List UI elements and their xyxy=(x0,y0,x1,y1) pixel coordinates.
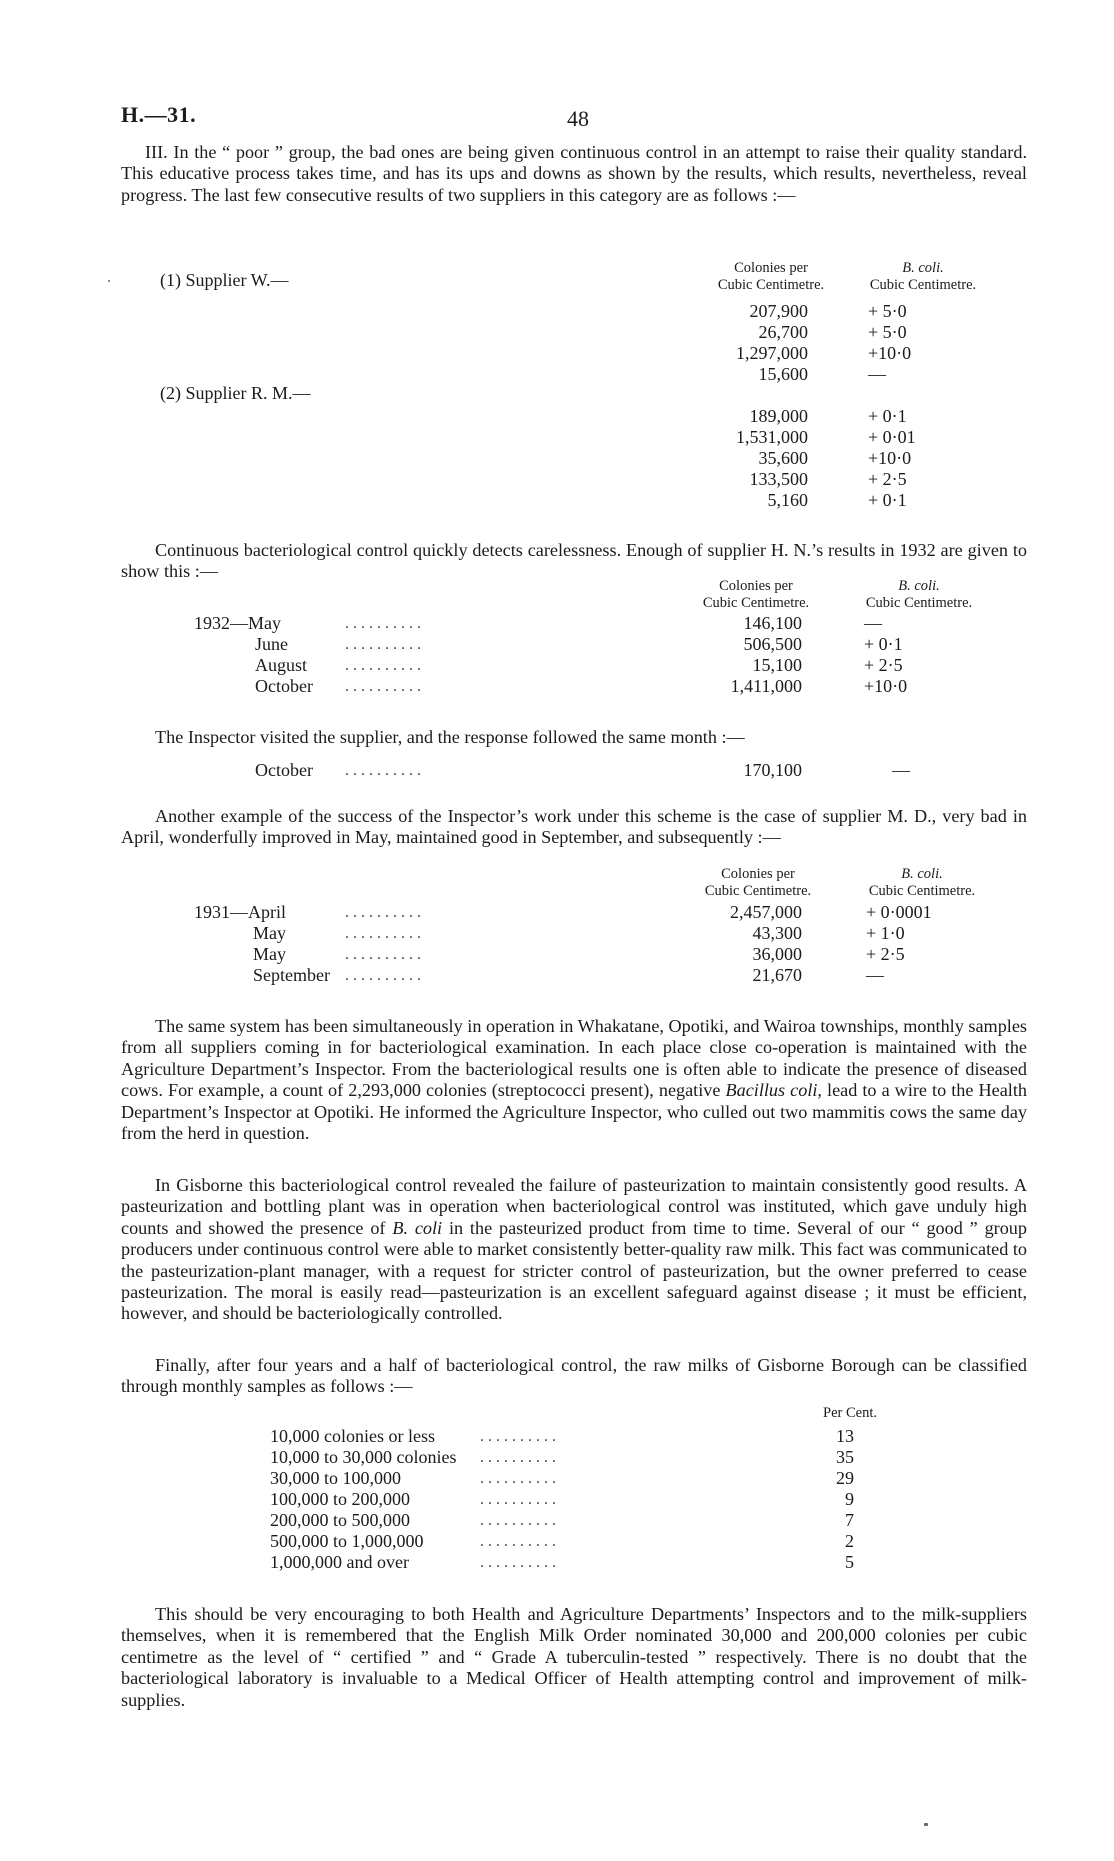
colonies-value: 43,300 xyxy=(752,923,802,943)
bcoli-value: — xyxy=(864,613,882,633)
colonies-value: 1,297,000 xyxy=(736,343,808,363)
bcoli-value: +10·0 xyxy=(868,343,912,363)
leader-dots: . . . . . . . . . . xyxy=(480,1449,556,1466)
report-reference: H.—31. xyxy=(121,102,197,127)
row-label: 10,000 to 30,000 colonies xyxy=(270,1447,457,1467)
row-label: 100,000 to 200,000 xyxy=(270,1489,411,1509)
leader-dots: . . . . . . . . . . xyxy=(345,615,421,632)
leader-dots: . . . . . . . . . . xyxy=(345,762,421,779)
colonies-value: 15,100 xyxy=(752,655,802,675)
scan-speck xyxy=(108,280,110,282)
colonies-value: 189,000 xyxy=(749,406,808,426)
colonies-value: 26,700 xyxy=(758,322,808,342)
percent-value: 2 xyxy=(845,1531,854,1551)
bcoli-value: + 1·0 xyxy=(866,923,905,943)
row-label: October xyxy=(255,676,313,696)
colonies-value: 15,600 xyxy=(758,364,808,384)
row-label: 1931—April xyxy=(194,902,286,922)
leader-dots: . . . . . . . . . . xyxy=(480,1554,556,1571)
leader-dots: . . . . . . . . . . xyxy=(345,904,421,921)
leader-dots: . . . . . . . . . . xyxy=(480,1470,556,1487)
bcoli-value: — xyxy=(868,364,886,384)
bcoli-value: + 2·5 xyxy=(864,655,903,675)
row-label: May xyxy=(253,944,286,964)
leader-dots: . . . . . . . . . . xyxy=(345,967,421,984)
row-label: 30,000 to 100,000 xyxy=(270,1468,402,1488)
leader-dots: . . . . . . . . . . xyxy=(345,657,421,674)
colonies-value: 21,670 xyxy=(752,965,802,985)
bcoli-value: +10·0 xyxy=(864,676,908,696)
percent-value: 29 xyxy=(836,1468,854,1488)
bcoli-value: — xyxy=(866,965,884,985)
leader-dots: . . . . . . . . . . xyxy=(345,678,421,695)
row-label: 500,000 to 1,000,000 xyxy=(270,1531,424,1551)
bcoli-value: + 0·1 xyxy=(864,634,903,654)
percent-value: 9 xyxy=(845,1489,854,1509)
percent-value: 35 xyxy=(836,1447,854,1467)
colonies-value: 133,500 xyxy=(749,469,808,489)
gisborne-paragraph: In Gisborne this bacteriological control revealed the failure of pasteurization to maintain consistently good results. A pasteurization and bottling plant was in operation when bacteriological control was instituted, which gave unduly high counts and showed the presence of B. coli in the pasteurized product from time to time. Several of our “ good ” group producers under continuous control were able to market consistently better-quality raw milk. This fact was communicated to the pasteurization-plant manager, with a request for stricter control of pasteurization, but the owner preferred to cease pasteurization. The moral is easily read—pasteurization is an excellent safeguard against disease ; it must be efficient, however, and should be bacteriologically controlled. xyxy=(121,1175,1027,1324)
colonies-value: 36,000 xyxy=(752,944,802,964)
bcoli-value: + 0·1 xyxy=(868,406,907,426)
leader-dots: . . . . . . . . . . xyxy=(345,946,421,963)
bcoli-value: + 0·01 xyxy=(868,427,916,447)
finally-paragraph: Finally, after four years and a half of bacteriological control, the raw milks of Gisborne Borough can be classified through monthly samples as follows :— xyxy=(121,1355,1027,1397)
row-label: October xyxy=(255,760,313,780)
colonies-value: 170,100 xyxy=(743,760,802,780)
colonies-value: 207,900 xyxy=(749,301,808,321)
row-label: September xyxy=(253,965,330,985)
leader-dots: . . . . . . . . . . xyxy=(480,1512,556,1529)
row-label: June xyxy=(255,634,288,654)
table2-bcoli-header: B. coli. Cubic Centimetre. xyxy=(865,578,973,611)
colonies-value: 5,160 xyxy=(767,490,808,510)
bcoli-value: + 0·0001 xyxy=(866,902,932,922)
percent-value: 5 xyxy=(845,1552,854,1572)
supplier-rm-label: (2) Supplier R. M.— xyxy=(160,383,311,403)
supplier-w-label: (1) Supplier W.— xyxy=(160,270,289,290)
colonies-value: 35,600 xyxy=(758,448,808,468)
continuous-paragraph: Continuous bacteriological control quickly detects carelessness. Enough of supplier H. N.’s results in 1932 are given to show this :— xyxy=(121,540,1027,582)
row-label: August xyxy=(255,655,308,675)
colonies-value: 506,500 xyxy=(743,634,802,654)
colonies-value: 146,100 xyxy=(743,613,802,633)
table1-colonies-header: Colonies per Cubic Centimetre. xyxy=(717,260,825,293)
bcoli-value: + 0·1 xyxy=(868,490,907,510)
row-label: 10,000 colonies or less xyxy=(270,1426,435,1446)
row-label: May xyxy=(253,923,286,943)
bcoli-value: + 5·0 xyxy=(868,322,907,342)
bcoli-value: + 2·5 xyxy=(868,469,907,489)
leader-dots: . . . . . . . . . . xyxy=(480,1428,556,1445)
table1-bcoli-header: B. coli. Cubic Centimetre. xyxy=(869,260,977,293)
another-example-paragraph: Another example of the success of the Inspector’s work under this scheme is the case of supplier M. D., very bad in April, wonderfully improved in May, maintained good in September, and subsequently :— xyxy=(121,806,1027,848)
row-label: 1,000,000 and over xyxy=(270,1552,409,1572)
leader-dots: . . . . . . . . . . xyxy=(345,636,421,653)
bcoli-value: +10·0 xyxy=(868,448,912,468)
colonies-value: 1,411,000 xyxy=(730,676,802,696)
leader-dots: . . . . . . . . . . xyxy=(345,925,421,942)
leader-dots: . . . . . . . . . . xyxy=(480,1533,556,1550)
colonies-value: 2,457,000 xyxy=(730,902,802,922)
table4-bcoli-header: B. coli. Cubic Centimetre. xyxy=(868,866,976,899)
inspector-paragraph: The Inspector visited the supplier, and the response followed the same month :— xyxy=(155,727,745,747)
final-paragraph: This should be very encouraging to both Health and Agriculture Departments’ Inspectors and to the milk-suppliers themselves, when it is remembered that the English Milk Order nominated 30,000 and 200,000 colonies per cubic centimetre as the level of “ certified ” and “ Grade A tuberculin-tested ” respectively. There is no doubt that the bacteriological laboratory is invaluable to a Medical Officer of Health attempting control and improvement of milk-supplies. xyxy=(121,1604,1027,1710)
table4-colonies-header: Colonies per Cubic Centimetre. xyxy=(704,866,812,899)
same-system-paragraph: The same system has been simultaneously in operation in Whakatane, Opotiki, and Wairoa townships, monthly samples from all suppliers coming in for bacteriological examination. In each place close co-operation is maintained with the Agriculture Department’s Inspector. From the bacteriological results one is often able to indicate the presence of diseased cows. For example, a count of 2,293,000 colonies (streptococci present), negative Bacillus coli, lead to a wire to the Health Department’s Inspector at Opotiki. He informed the Agriculture Inspector, who culled out two mammitis cows the same day from the herd in question. xyxy=(121,1016,1027,1144)
row-label: 200,000 to 500,000 xyxy=(270,1510,411,1530)
intro-paragraph: III. In the “ poor ” group, the bad ones are being given continuous control in an attempt to raise their quality standard. This educative process takes time, and has its ups and downs as shown by the results, which results, nevertheless, reveal progress. The last few consecutive results of two suppliers in this category are as follows :— xyxy=(121,142,1027,205)
bcoli-value: + 5·0 xyxy=(868,301,907,321)
percent-value: 13 xyxy=(836,1426,854,1446)
scan-speck xyxy=(924,1823,928,1826)
colonies-value: 1,531,000 xyxy=(736,427,808,447)
page-number: 48 xyxy=(567,106,589,131)
row-label: 1932—May xyxy=(194,613,281,633)
table5-percent-header: Per Cent. xyxy=(823,1405,877,1421)
bcoli-value: — xyxy=(892,760,910,780)
table2-colonies-header: Colonies per Cubic Centimetre. xyxy=(702,578,810,611)
bcoli-value: + 2·5 xyxy=(866,944,905,964)
percent-value: 7 xyxy=(845,1510,854,1530)
leader-dots: . . . . . . . . . . xyxy=(480,1491,556,1508)
